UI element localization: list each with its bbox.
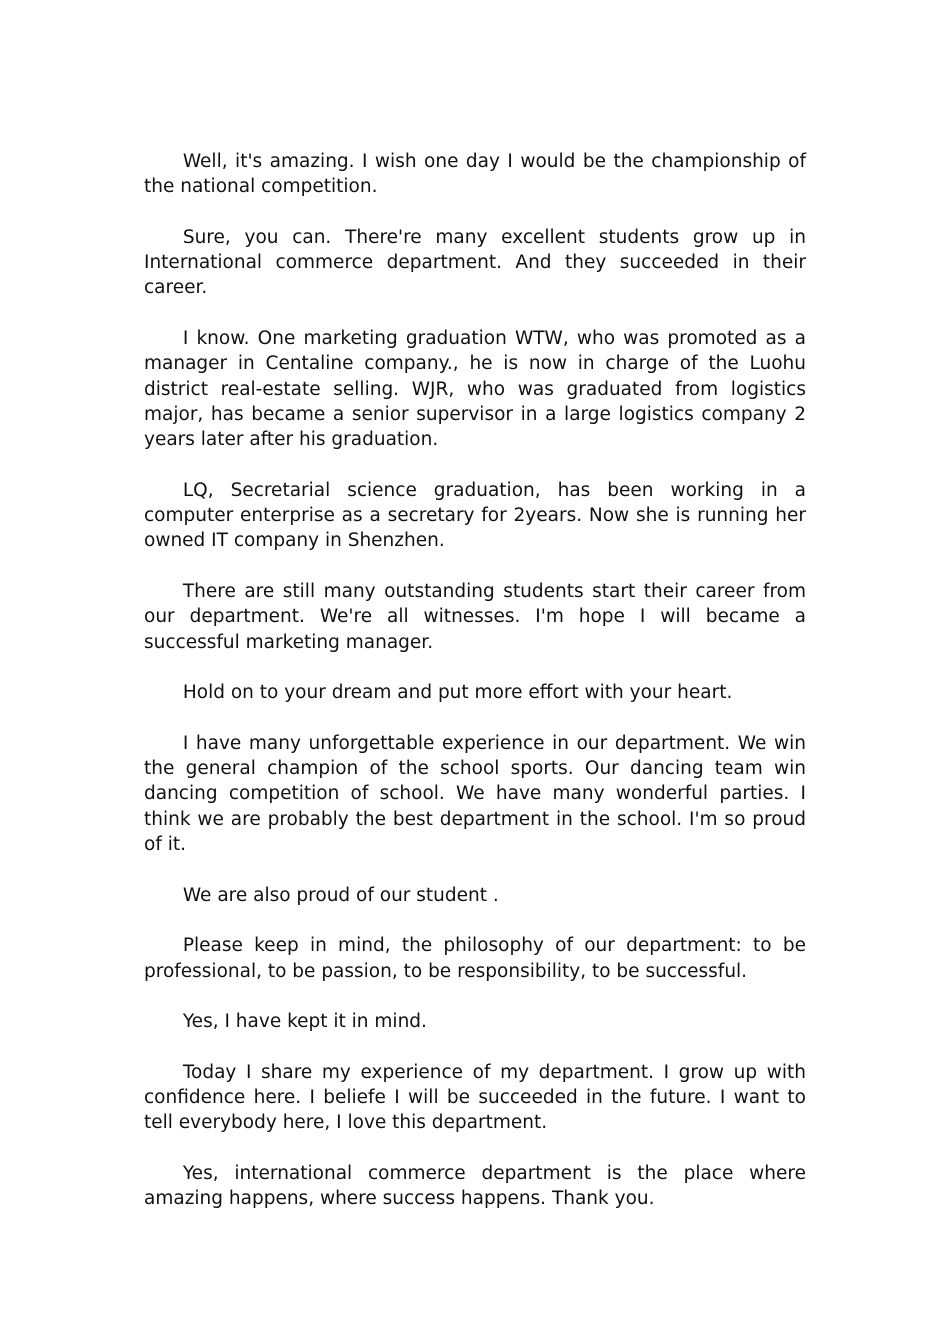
paragraph: Sure, you can. There're many excellent students grow up in International commerce department. And they succeeded in their career.	[144, 226, 806, 299]
paragraph: I know. One marketing graduation WTW, who was promoted as a manager in Centaline company., he is now in charge of the Luohu district real-estate selling. WJR, who was graduated from logistics major, has became a senior supervisor in a large logistics company 2 years later after his graduation.	[144, 328, 806, 451]
document-body	[144, 149, 806, 1237]
paragraph: Yes, I have kept it in mind.	[182, 1011, 427, 1033]
paragraph: We are also proud of our student .	[182, 884, 499, 906]
paragraph: Yes, international commerce department is the place where amazing happens, where success happens. Thank you.	[144, 1162, 806, 1210]
paragraph: I have many unforgettable experience in our department. We win the general champion of the school sports. Our dancing team win dancing competition of school. We have many wonderful parties. I think we are probably the best department in the school. I'm so proud of it.	[144, 732, 806, 856]
paragraph: Well, it's amazing. I wish one day I would be the championship of the national competition.	[144, 151, 806, 198]
paragraph: Please keep in mind, the philosophy of our department: to be professional, to be passion, to be responsibility, to be successful.	[144, 935, 806, 982]
paragraph: Today I share my experience of my department. I grow up with confidence here. I beliefe I will be succeeded in the future. I want to tell everybody here, I love this department.	[144, 1061, 806, 1134]
paragraph: Hold on to your dream and put more effort with your heart.	[182, 682, 733, 704]
paragraph: LQ, Secretarial science graduation, has been working in a computer enterprise as a secretary for 2years. Now she is running her owned IT company in Shenzhen.	[144, 479, 806, 552]
paragraph: There are still many outstanding students start their career from our department. We're all witnesses. I'm hope I will became a successful marketing manager.	[144, 581, 806, 653]
